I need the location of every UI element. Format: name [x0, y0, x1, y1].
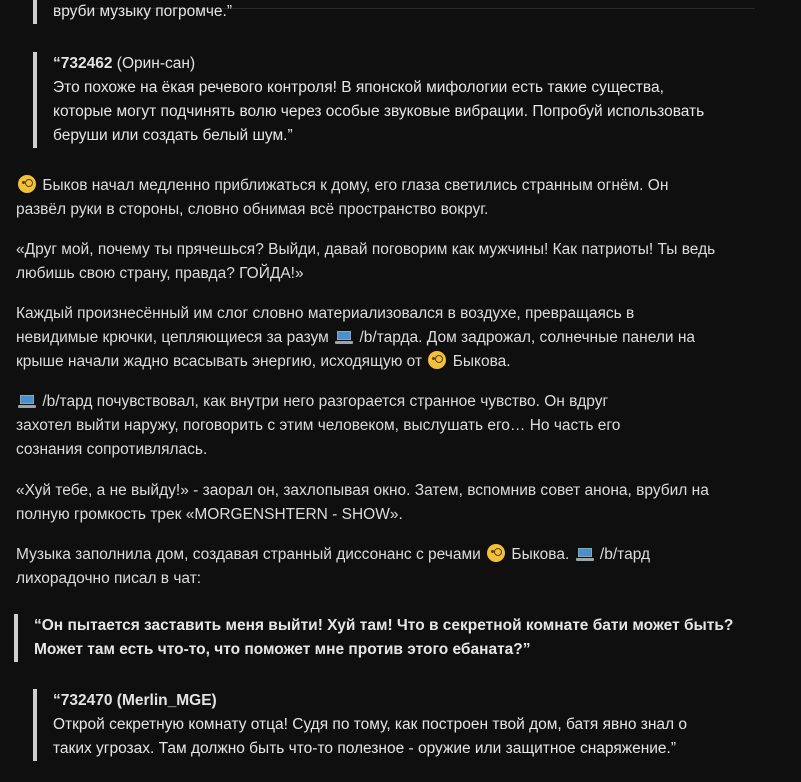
- paragraph: [16, 174, 776, 222]
- paragraph: [16, 238, 776, 286]
- quote-line: “Он пытается заставить меня выйти! Хуй там! Что в секретной комнате бати может быть?: [34, 617, 734, 634]
- text-line: Быков начал медленно приближаться к дому, его глаза светились странным огнём. Он: [42, 177, 669, 194]
- post-id: “732470: [53, 692, 113, 709]
- author-nick: (Орин-сан): [116, 55, 196, 72]
- paragraph: [16, 543, 776, 591]
- text-line: «Друг мой, почему ты прячешься? Выйди, давай поговорим как мужчины! Как патриоты! Ты ведь: [16, 241, 716, 258]
- quote-line: таких угрозах. Там должно быть что-то полезное - оружие или защитное снаряжение.”: [53, 740, 677, 757]
- quote-line: Это похоже на ёкая речевого контроля! В японской мифологии есть такие существа,: [53, 79, 664, 96]
- face-with-monocle-icon: [487, 544, 505, 562]
- text-line: Быкова.: [452, 353, 511, 370]
- post-id: “732462: [53, 55, 113, 72]
- author-nick: (Merlin_MGE): [116, 692, 217, 709]
- text-line: лихорадочно писал в чат:: [16, 570, 202, 587]
- text-line: /b/тарда. Дом задрожал, солнечные панели на: [359, 329, 696, 346]
- text-line: крыше начали жадно всасывать энергию, исходящую от: [16, 353, 423, 370]
- chat-quote-orin: [33, 52, 773, 148]
- laptop-icon: [576, 548, 594, 561]
- chat-quote-btard: [14, 614, 774, 662]
- face-with-monocle-icon: [18, 175, 36, 193]
- text-line: «Хуй тебе, а не выйду!» - заорал он, захлопывая окно. Затем, вспомнив совет анона, врубил на: [16, 482, 709, 499]
- paragraph: [16, 390, 776, 462]
- quote-line: которые могут подчинять волю через особые звуковые вибрации. Попробуй использовать: [53, 103, 705, 120]
- quote-line: Может там есть что-то, что поможет мне против этого ебаната?”: [34, 641, 531, 658]
- text-line: Каждый произнесённый им слог словно материализовался в воздухе, превращаясь в: [16, 305, 635, 322]
- text-line: Быкова.: [511, 546, 570, 563]
- laptop-icon: [335, 331, 353, 344]
- text-line: любишь свою страну, правда? ГОЙДА!»: [16, 265, 304, 282]
- text-line: Музыка заполнила дом, создавая странный диссонанс с речами: [16, 546, 481, 563]
- quote-text: вруби музыку погромче.”: [53, 3, 233, 20]
- text-line: захотел выйти наружу, поговорить с этим человеком, выслушать его… Но часть его: [16, 417, 621, 434]
- quote-author: [53, 52, 773, 76]
- text-line: невидимые крючки, цепляющиеся за разум: [16, 329, 329, 346]
- face-with-monocle-icon: [428, 351, 446, 369]
- paragraph: [16, 479, 776, 527]
- text-line: /b/тард: [599, 546, 651, 563]
- quote-author: [53, 689, 773, 713]
- quote-line: Открой секретную комнату отца! Судя по тому, как построен твой дом, батя явно знал о: [53, 716, 688, 733]
- chat-quote-partial: [33, 0, 232, 24]
- paragraph: [16, 302, 776, 374]
- text-line: развёл руки в стороны, словно обнимая всё пространство вокруг.: [16, 201, 489, 218]
- laptop-icon: [18, 395, 36, 408]
- text-line: полную громкость трек «MORGENSHTERN - SHOW».: [16, 506, 403, 523]
- chat-quote-merlin: [33, 689, 773, 761]
- text-line: сознания сопротивлялась.: [16, 441, 208, 458]
- text-line: /b/тард почувствовал, как внутри него разгорается странное чувство. Он вдруг: [42, 393, 609, 410]
- quote-line: беруши или создать белый шум.”: [53, 127, 293, 144]
